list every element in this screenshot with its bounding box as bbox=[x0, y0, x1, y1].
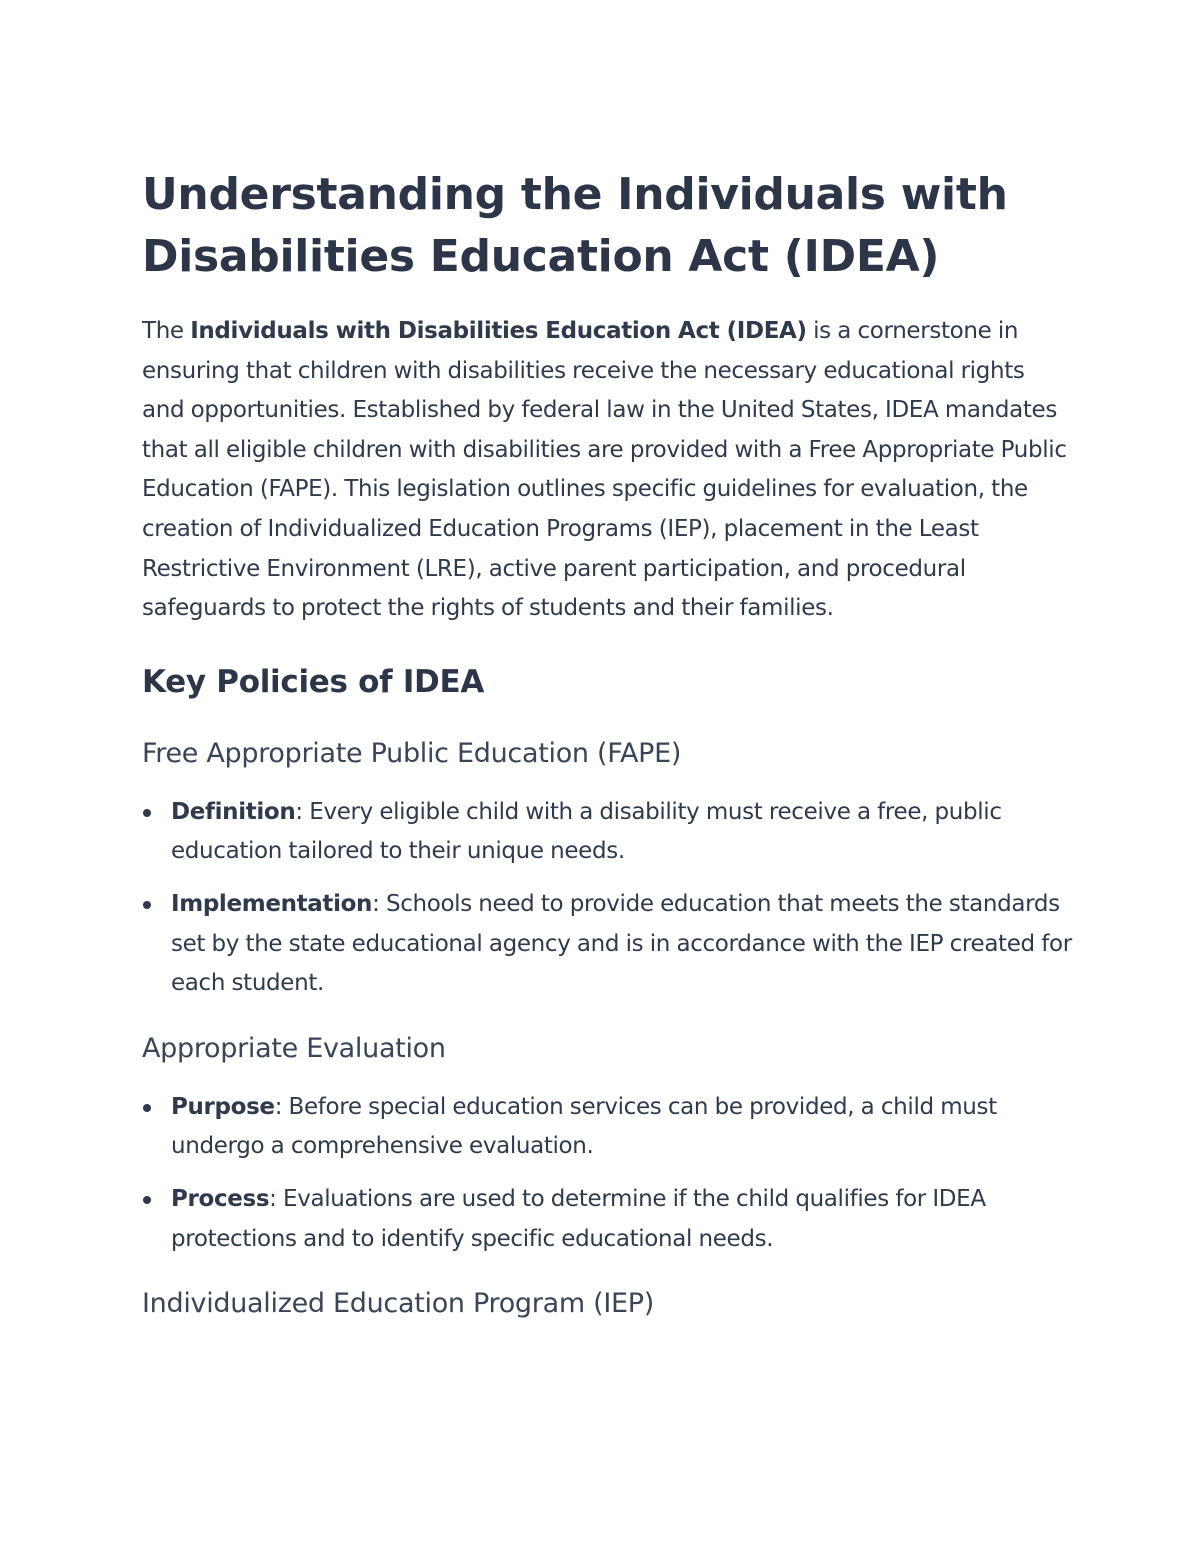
document-title: Understanding the Individuals with Disabilities Education Act (IDEA) bbox=[142, 169, 1008, 282]
bullet-dot-icon bbox=[143, 1196, 151, 1204]
section-iep bbox=[142, 1284, 1072, 1324]
list-item bbox=[142, 1088, 1072, 1167]
list-item-text: : Every eligible child with a disability must receive a free, public education tailored to their unique needs. bbox=[171, 798, 1002, 865]
intro-bold-term: Individuals with Disabilities Education Act (IDEA) bbox=[190, 318, 807, 344]
intro-prefix: The bbox=[142, 318, 191, 344]
list-item bbox=[142, 793, 1072, 872]
fape-list bbox=[142, 793, 1072, 1004]
list-item-term: Implementation bbox=[171, 890, 373, 917]
section-fape bbox=[142, 734, 1072, 1004]
bullet-dot-icon bbox=[143, 901, 151, 909]
list-item-term: Purpose bbox=[171, 1093, 275, 1120]
list-item bbox=[142, 1180, 1072, 1259]
list-item-term: Definition bbox=[171, 798, 296, 825]
section-evaluation bbox=[142, 1029, 1072, 1259]
list-item-text: : Before special education services can be provided, a child must undergo a comprehensive evaluation. bbox=[171, 1093, 997, 1160]
evaluation-list bbox=[142, 1088, 1072, 1259]
intro-body: is a cornerstone in ensuring that children with disabilities receive the necessary educational rights and opportunities. Established by federal law in the United States, IDEA mandates that all eligible children with disabilities are provided with a Free Appropriate Public Education (FAPE). This legislation outlines specific guidelines for evaluation, the creation of Individualized Education Programs (IEP), placement in the Least Restrictive Environment (LRE), active parent participation, and procedural safeguards to protect the rights of students and their families. bbox=[142, 318, 1067, 622]
list-item-text: : Evaluations are used to determine if the child qualifies for IDEA protections and to identify specific educational needs. bbox=[171, 1185, 986, 1252]
list-item-text: : Schools need to provide education that meets the standards set by the state educational agency and is in accordance with the IEP created for each student. bbox=[171, 890, 1072, 997]
document-page bbox=[142, 164, 1072, 1324]
intro-paragraph bbox=[142, 312, 1072, 629]
bullet-dot-icon bbox=[143, 809, 151, 817]
bullet-dot-icon bbox=[143, 1104, 151, 1112]
section-heading-evaluation: Appropriate Evaluation bbox=[142, 1032, 446, 1064]
list-item bbox=[142, 885, 1072, 1004]
section-heading-fape: Free Appropriate Public Education (FAPE) bbox=[142, 737, 682, 769]
list-item-term: Process bbox=[171, 1185, 270, 1212]
key-policies-heading: Key Policies of IDEA bbox=[142, 663, 485, 700]
section-heading-iep: Individualized Education Program (IEP) bbox=[142, 1288, 654, 1320]
